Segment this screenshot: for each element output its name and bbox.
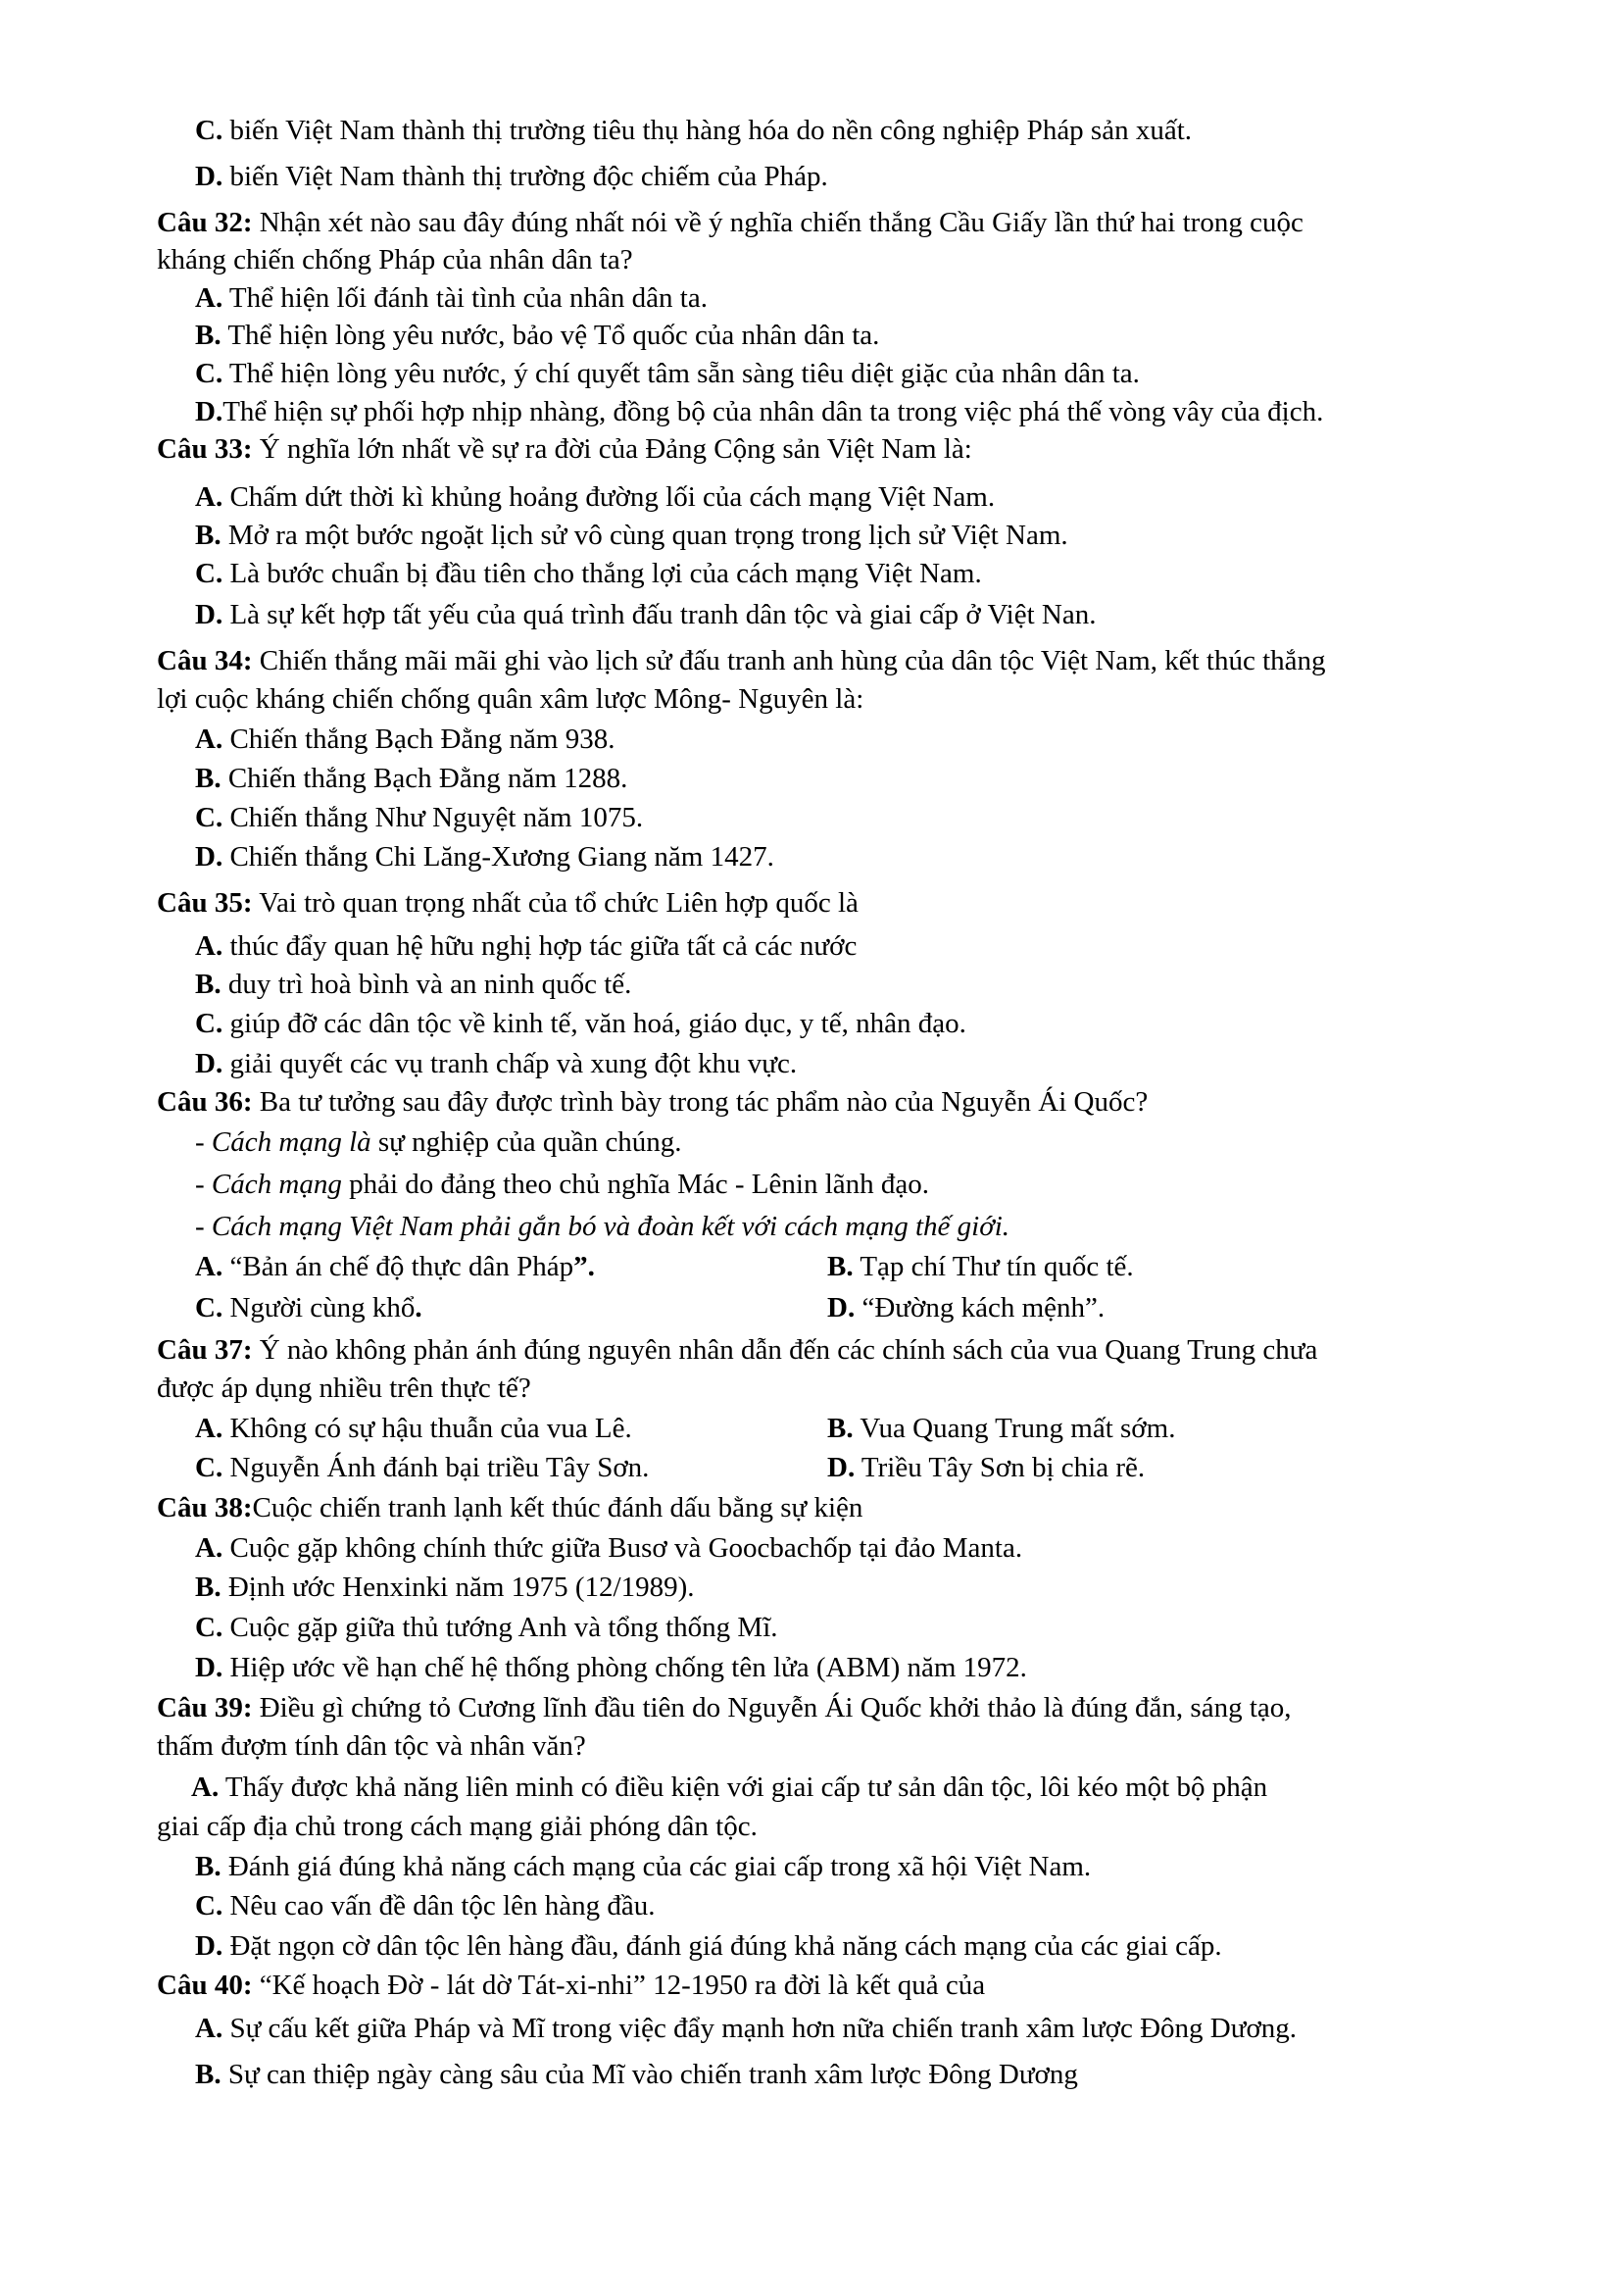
- q39-option-d: [195, 1929, 1222, 1963]
- option-text: Thấy được khả năng liên minh có điều kiện với giai cấp tư sản dân tộc, lôi kéo một bộ phận: [219, 1772, 1268, 1803]
- option-letter: D.: [195, 599, 223, 630]
- question-text: Ba tư tưởng sau đây được trình bày trong tác phẩm nào của Nguyễn Ái Quốc?: [252, 1086, 1149, 1118]
- option-text: Mở ra một bước ngoặt lịch sử vô cùng quan trọng trong lịch sử Việt Nam.: [221, 520, 1068, 551]
- option-letter: C.: [195, 358, 223, 389]
- q34-stem-line2: [157, 682, 863, 716]
- option-text: Chiến thắng Chi Lăng-Xương Giang năm 1427.: [222, 841, 774, 873]
- q39-option-b: [195, 1850, 1091, 1883]
- question-text: Nhận xét nào sau đây đúng nhất nói về ý nghĩa chiến thắng Cầu Giấy lần thứ hai trong cuộc: [252, 207, 1303, 238]
- option-letter: D.: [195, 841, 223, 873]
- option-text: Cuộc gặp không chính thức giữa Busơ và Goocbachốp tại đảo Manta.: [222, 1532, 1023, 1564]
- question-label: Câu 32:: [157, 207, 253, 238]
- option-letter: A.: [195, 282, 223, 314]
- option-text: Thể hiện lòng yêu nước, bảo vệ Tổ quốc của nhân dân ta.: [221, 320, 880, 351]
- question-text: Cuộc chiến tranh lạnh kết thúc đánh dấu bằng sự kiện: [252, 1492, 863, 1523]
- option-letter: C.: [195, 115, 223, 146]
- q35-option-b: [195, 968, 631, 1001]
- option-text: Vua Quang Trung mất sớm.: [853, 1413, 1176, 1444]
- option-letter: A.: [195, 1413, 223, 1444]
- option-letter: D.: [195, 396, 223, 427]
- option-text: giúp đỡ các dân tộc về kinh tế, văn hoá, giáo dục, y tế, nhân đạo.: [222, 1008, 966, 1039]
- question-text: Điều gì chứng tỏ Cương lĩnh đầu tiên do Nguyễn Ái Quốc khởi thảo là đúng đắn, sáng tạo,: [252, 1692, 1292, 1723]
- q37-option-a: [195, 1412, 632, 1445]
- option-letter: C.: [195, 1008, 223, 1039]
- q35-option-d: [195, 1047, 797, 1080]
- idea-dash: -: [195, 1211, 212, 1242]
- option-text: Tạp chí Thư tín quốc tế.: [853, 1251, 1134, 1282]
- q38-stem: [157, 1491, 862, 1524]
- option-text: giải quyết các vụ tranh chấp và xung đột khu vực.: [222, 1048, 798, 1079]
- option-text: Không có sự hậu thuẫn của vua Lê.: [222, 1413, 632, 1444]
- option-text: Định ước Henxinki năm 1975 (12/1989).: [221, 1572, 695, 1603]
- q32-option-d: [195, 395, 1323, 428]
- option-text: giai cấp địa chủ trong cách mạng giải phóng dân tộc.: [157, 1811, 758, 1842]
- option-text: Người cùng khổ: [222, 1292, 416, 1323]
- q36-option-c: [195, 1291, 422, 1324]
- q37-option-c: [195, 1451, 649, 1484]
- q38-option-b: [195, 1571, 695, 1604]
- option-letter: A.: [195, 481, 223, 513]
- q32-stem-line2: [157, 243, 633, 276]
- option-text: Là bước chuẩn bị đầu tiên cho thắng lợi của cách mạng Việt Nam.: [222, 558, 982, 589]
- option-text: Nguyễn Ánh đánh bại triều Tây Sơn.: [222, 1452, 650, 1483]
- option-letter: B.: [195, 1572, 221, 1603]
- option-letter: A.: [195, 2013, 223, 2044]
- q35-option-a: [195, 929, 857, 963]
- q37-option-b: [827, 1412, 1175, 1445]
- option-letter: B.: [195, 1851, 221, 1882]
- question-label: Câu 36:: [157, 1086, 253, 1118]
- q36-option-b: [827, 1250, 1134, 1283]
- option-letter: B.: [195, 969, 221, 1000]
- option-text: duy trì hoà bình và an ninh quốc tế.: [221, 969, 632, 1000]
- option-letter: B.: [827, 1251, 854, 1282]
- q35-option-c: [195, 1007, 966, 1040]
- q40-option-b: [195, 2058, 1078, 2091]
- q36-idea-2: [195, 1168, 929, 1201]
- q39-stem-line1: [157, 1691, 1292, 1724]
- option-letter: A.: [195, 724, 223, 755]
- idea-italic-text: Cách mạng Việt Nam phải gắn bó và đoàn kết với cách mạng thế giới.: [211, 1211, 1010, 1242]
- option-letter: B.: [195, 320, 221, 351]
- option-letter: A.: [195, 930, 223, 962]
- option-text: Cuộc gặp giữa thủ tướng Anh và tổng thống Mĩ.: [222, 1612, 778, 1643]
- option-text: Đánh giá đúng khả năng cách mạng của các giai cấp trong xã hội Việt Nam.: [221, 1851, 1092, 1882]
- q33-option-b: [195, 519, 1068, 552]
- option-text: “Đường kách mệnh”.: [855, 1292, 1106, 1323]
- q34-option-a: [195, 723, 615, 756]
- option-text: Nêu cao vấn đề dân tộc lên hàng đầu.: [222, 1890, 656, 1922]
- option-letter: C.: [195, 1890, 223, 1922]
- q39-option-a-line1: [191, 1771, 1267, 1804]
- q37-stem-line2: [157, 1372, 531, 1405]
- option-letter: D.: [827, 1292, 856, 1323]
- option-text-bold: .: [415, 1292, 422, 1323]
- option-text-bold: ”.: [573, 1251, 595, 1282]
- q34-option-b: [195, 762, 627, 795]
- option-text: Chấm dứt thời kì khủng hoảng đường lối của cách mạng Việt Nam.: [222, 481, 996, 513]
- option-letter: A.: [191, 1772, 220, 1803]
- question-label: Câu 37:: [157, 1334, 253, 1366]
- option-text: Đặt ngọn cờ dân tộc lên hàng đầu, đánh giá đúng khả năng cách mạng của các giai cấp.: [222, 1930, 1222, 1962]
- q34-stem-line1: [157, 644, 1326, 677]
- option-text: Triều Tây Sơn bị chia rẽ.: [855, 1452, 1146, 1483]
- option-letter: B.: [195, 520, 221, 551]
- q36-stem: [157, 1085, 1148, 1119]
- q34-option-c: [195, 801, 643, 834]
- question-label: Câu 33:: [157, 433, 253, 465]
- question-text: “Kế hoạch Đờ - lát dờ Tát-xi-nhi” 12-1950 ra đời là kết quả của: [252, 1970, 986, 2001]
- question-label: Câu 35:: [157, 887, 253, 919]
- q37-stem-line1: [157, 1333, 1317, 1367]
- question-text: Chiến thắng mãi mãi ghi vào lịch sử đấu tranh anh hùng của dân tộc Việt Nam, kết thúc thắng: [252, 645, 1326, 676]
- option-text: biến Việt Nam thành thị trường tiêu thụ hàng hóa do nền công nghiệp Pháp sản xuất.: [222, 115, 1193, 146]
- option-text: Sự cấu kết giữa Pháp và Mĩ trong việc đẩy mạnh hơn nữa chiến tranh xâm lược Đông Dương.: [222, 2013, 1298, 2044]
- question-text: được áp dụng nhiều trên thực tế?: [157, 1373, 531, 1404]
- q33-option-c: [195, 557, 982, 590]
- idea-italic-text: Cách mạng là: [211, 1126, 371, 1158]
- option-letter: A.: [195, 1251, 223, 1282]
- question-label: Câu 38:: [157, 1492, 253, 1523]
- q33-stem: [157, 432, 972, 466]
- option-letter: C.: [195, 1452, 223, 1483]
- q36-idea-1: [195, 1125, 682, 1159]
- option-letter: C.: [195, 1612, 223, 1643]
- option-text: Hiệp ước về hạn chế hệ thống phòng chống tên lửa (ABM) năm 1972.: [222, 1652, 1027, 1683]
- q32-stem-line1: [157, 206, 1303, 239]
- q36-idea-3: [195, 1210, 1009, 1243]
- q33-option-d: [195, 598, 1096, 631]
- option-text: biến Việt Nam thành thị trường độc chiếm của Pháp.: [222, 161, 828, 192]
- q35-stem: [157, 886, 859, 920]
- q39-option-a-line2: [157, 1810, 758, 1843]
- question-text: lợi cuộc kháng chiến chống quân xâm lược Mông- Nguyên là:: [157, 683, 864, 715]
- question-label: Câu 39:: [157, 1692, 253, 1723]
- idea-text: phải do đảng theo chủ nghĩa Mác - Lênin lãnh đạo.: [341, 1169, 930, 1200]
- option-text: Chiến thắng Như Nguyệt năm 1075.: [222, 802, 644, 833]
- q38-option-a: [195, 1531, 1022, 1565]
- option-letter: A.: [195, 1532, 223, 1564]
- q33-option-a: [195, 480, 995, 514]
- option-letter: D.: [195, 1048, 223, 1079]
- q36-option-d: [827, 1291, 1105, 1324]
- option-letter: B.: [195, 763, 221, 794]
- idea-text: sự nghiệp của quần chúng.: [370, 1126, 682, 1158]
- question-text: Ý nào không phản ánh đúng nguyên nhân dẫn đến các chính sách của vua Quang Trung chưa: [252, 1334, 1318, 1366]
- q36-option-a: [195, 1250, 595, 1283]
- q31-option-d: [195, 160, 828, 193]
- q38-option-c: [195, 1611, 778, 1644]
- idea-italic-text: Cách mạng: [211, 1169, 342, 1200]
- option-text: “Bản án chế độ thực dân Pháp: [222, 1251, 574, 1282]
- idea-dash: -: [195, 1169, 212, 1200]
- q39-stem-line2: [157, 1729, 586, 1763]
- q37-option-d: [827, 1451, 1145, 1484]
- q40-stem: [157, 1969, 985, 2002]
- option-text: Thể hiện lòng yêu nước, ý chí quyết tâm sẵn sàng tiêu diệt giặc của nhân dân ta.: [222, 358, 1140, 389]
- option-letter: C.: [195, 1292, 223, 1323]
- option-letter: B.: [827, 1413, 854, 1444]
- idea-dash: -: [195, 1126, 212, 1158]
- option-text: Sự can thiệp ngày càng sâu của Mĩ vào chiến tranh xâm lược Đông Dương: [221, 2059, 1078, 2090]
- option-text: Chiến thắng Bạch Đằng năm 1288.: [221, 763, 628, 794]
- q34-option-d: [195, 840, 774, 873]
- q32-option-b: [195, 319, 879, 352]
- option-letter: D.: [195, 161, 223, 192]
- option-text: Là sự kết hợp tất yếu của quá trình đấu tranh dân tộc và giai cấp ở Việt Nan.: [222, 599, 1097, 630]
- option-letter: C.: [195, 802, 223, 833]
- q32-option-c: [195, 357, 1140, 390]
- option-text: Chiến thắng Bạch Đằng năm 938.: [222, 724, 615, 755]
- question-label: Câu 34:: [157, 645, 253, 676]
- q31-option-c: [195, 114, 1192, 147]
- option-letter: C.: [195, 558, 223, 589]
- option-text: Thể hiện sự phối hợp nhịp nhàng, đồng bộ của nhân dân ta trong việc phá thế vòng vây của địch.: [222, 396, 1324, 427]
- question-text: Vai trò quan trọng nhất của tổ chức Liên hợp quốc là: [252, 887, 859, 919]
- option-letter: B.: [195, 2059, 221, 2090]
- question-text: Ý nghĩa lớn nhất về sự ra đời của Đảng Cộng sản Việt Nam là:: [252, 433, 972, 465]
- question-label: Câu 40:: [157, 1970, 253, 2001]
- q32-option-a: [195, 281, 708, 315]
- question-text: kháng chiến chống Pháp của nhân dân ta?: [157, 244, 633, 275]
- option-text: Thể hiện lối đánh tài tình của nhân dân ta.: [222, 282, 708, 314]
- q40-option-a: [195, 2012, 1297, 2045]
- option-letter: D.: [827, 1452, 856, 1483]
- option-letter: D.: [195, 1930, 223, 1962]
- q38-option-d: [195, 1651, 1027, 1684]
- option-letter: D.: [195, 1652, 223, 1683]
- option-text: thúc đẩy quan hệ hữu nghị hợp tác giữa tất cả các nước: [222, 930, 858, 962]
- q39-option-c: [195, 1889, 655, 1922]
- question-text: thấm đượm tính dân tộc và nhân văn?: [157, 1730, 586, 1762]
